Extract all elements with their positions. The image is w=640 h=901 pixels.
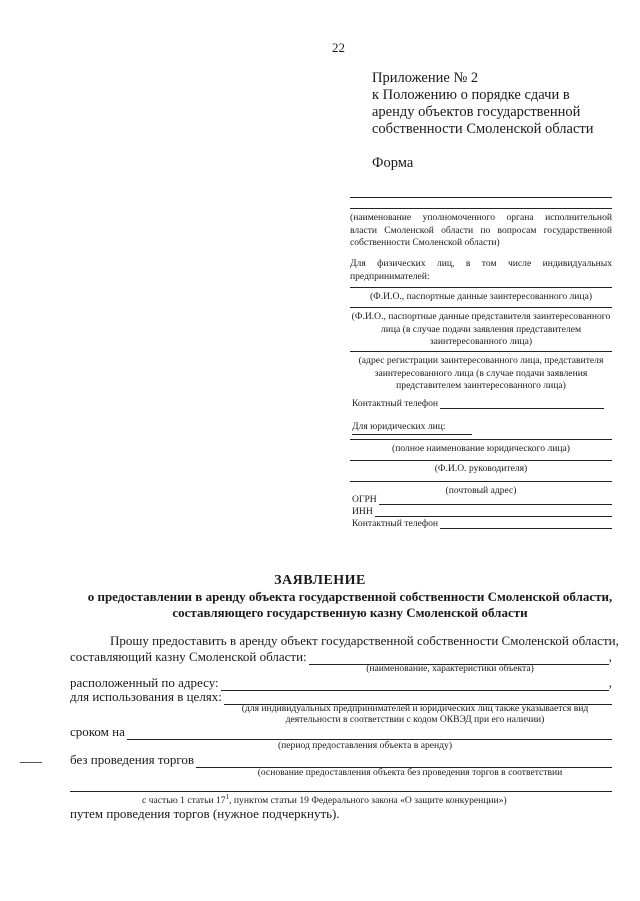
phone-label: Контактный телефон — [352, 398, 439, 409]
fio-line[interactable] — [350, 287, 612, 288]
address-caption — [350, 355, 612, 393]
law-text: , пунктом статьи 19 Федерального закона «О защите конкуренции») — [229, 795, 507, 807]
ogrn-row — [352, 494, 612, 505]
margin-mark — [20, 762, 42, 763]
term-caption: (период предоставления объекта в аренду) — [277, 740, 453, 751]
basis-line[interactable] — [70, 791, 612, 792]
object-label: составляющий казну Смоленской области: — [70, 649, 307, 664]
caption-line: (для индивидуальных предпринимателей и юридических лиц также указывается вид — [241, 703, 589, 714]
individual-phone-row — [352, 398, 604, 409]
page-number: 22 — [332, 40, 345, 55]
no-tender-row — [70, 752, 612, 768]
caption-line: (адрес регистрации заинтересованного лица, представителя — [358, 355, 604, 366]
appendix-line: аренду объектов государственной — [372, 104, 581, 120]
object-caption: (наименование, характеристики объекта) — [366, 663, 534, 674]
representative-caption — [350, 311, 612, 349]
caption-line: лица (в случае подачи заявления представителем — [380, 323, 582, 335]
legal-head-line[interactable] — [350, 460, 612, 461]
term-field[interactable] — [127, 726, 612, 740]
comma: , — [608, 649, 612, 664]
caption-line: представителем заинтересованного лица) — [396, 380, 566, 391]
form-label: Форма — [372, 155, 414, 171]
legal-name-caption: (полное наименование юридического лица) — [392, 443, 570, 454]
subtitle-line: о предоставлении в аренду объекта государственной собственности Смоленской области, — [87, 589, 613, 604]
caption-line: заинтересованного лица) — [429, 336, 533, 347]
caption-line: (Ф.И.О., паспортные данные представителя заинтересованного — [351, 311, 611, 322]
subtitle-line: составляющего государственную казну Смоленской области — [172, 605, 528, 620]
ogrn-field[interactable] — [379, 495, 612, 505]
address-line[interactable] — [350, 351, 612, 352]
caption-line: (наименование уполномоченного органа исполнительной — [350, 212, 612, 223]
inn-label: ИНН — [352, 506, 373, 517]
caption-line: власти Смоленской области по вопросам государственной — [350, 224, 612, 236]
phone-label: Контактный телефон — [352, 518, 439, 529]
representative-line[interactable] — [350, 307, 612, 308]
fio-caption: (Ф.И.О., паспортные данные заинтересованного лица) — [369, 291, 593, 302]
phone-field[interactable] — [440, 399, 604, 409]
individuals-heading — [350, 258, 612, 283]
postal-line[interactable] — [350, 481, 612, 482]
caption-line: собственности Смоленской области) — [350, 237, 500, 248]
no-tender-label: без проведения торгов — [70, 752, 195, 767]
tender-option: путем проведения торгов (нужное подчеркнуть). — [70, 806, 340, 821]
recipient-line-1[interactable] — [350, 197, 612, 198]
caption-line: деятельности в соответствии с кодом ОКВЭД при его наличии) — [285, 714, 545, 725]
comma: , — [608, 675, 612, 690]
postal-caption: (почтовый адрес) — [445, 485, 517, 496]
law-text: с частью 1 статьи 17 — [142, 795, 226, 807]
legal-phone-row — [352, 518, 612, 529]
appendix-line: собственности Смоленской области — [372, 121, 594, 137]
statement-title: ЗАЯВЛЕНИЕ — [274, 573, 366, 588]
appendix-line: Приложение № 2 — [372, 70, 479, 86]
law-superscript: 1 — [225, 793, 230, 801]
inn-row — [352, 506, 612, 517]
recipient-caption — [350, 212, 612, 250]
legal-heading: Для юридических лиц: — [352, 421, 472, 435]
law-reference — [142, 793, 612, 806]
appendix-header — [372, 70, 622, 138]
ogrn-label: ОГРН — [352, 494, 377, 505]
legal-name-line[interactable] — [350, 439, 612, 440]
purpose-caption — [215, 703, 615, 725]
purpose-label: для использования в целях: — [70, 689, 222, 704]
legal-head-caption: (Ф.И.О. руководителя) — [434, 463, 528, 474]
recipient-line-2[interactable] — [350, 208, 612, 209]
term-row — [70, 724, 612, 740]
statement-subtitle — [60, 589, 640, 621]
heading-line: Для физических лиц, в том числе индивидуальных — [350, 258, 612, 269]
inn-field[interactable] — [375, 507, 612, 517]
term-label: сроком на — [70, 724, 125, 739]
caption-line: заинтересованного лица (в случае подачи заявления — [374, 367, 588, 379]
no-tender-caption: (основание предоставления объекта без проведения торгов в соответствии — [257, 767, 563, 778]
no-tender-field[interactable] — [196, 754, 612, 768]
phone-field[interactable] — [440, 519, 612, 529]
heading-line: предпринимателей: — [350, 270, 430, 282]
address-label: расположенный по адресу: — [70, 675, 219, 690]
appendix-line: к Положению о порядке сдачи в — [372, 87, 570, 103]
request-paragraph: Прошу предоставить в аренду объект государственной собственности Смоленской области, — [110, 633, 619, 648]
